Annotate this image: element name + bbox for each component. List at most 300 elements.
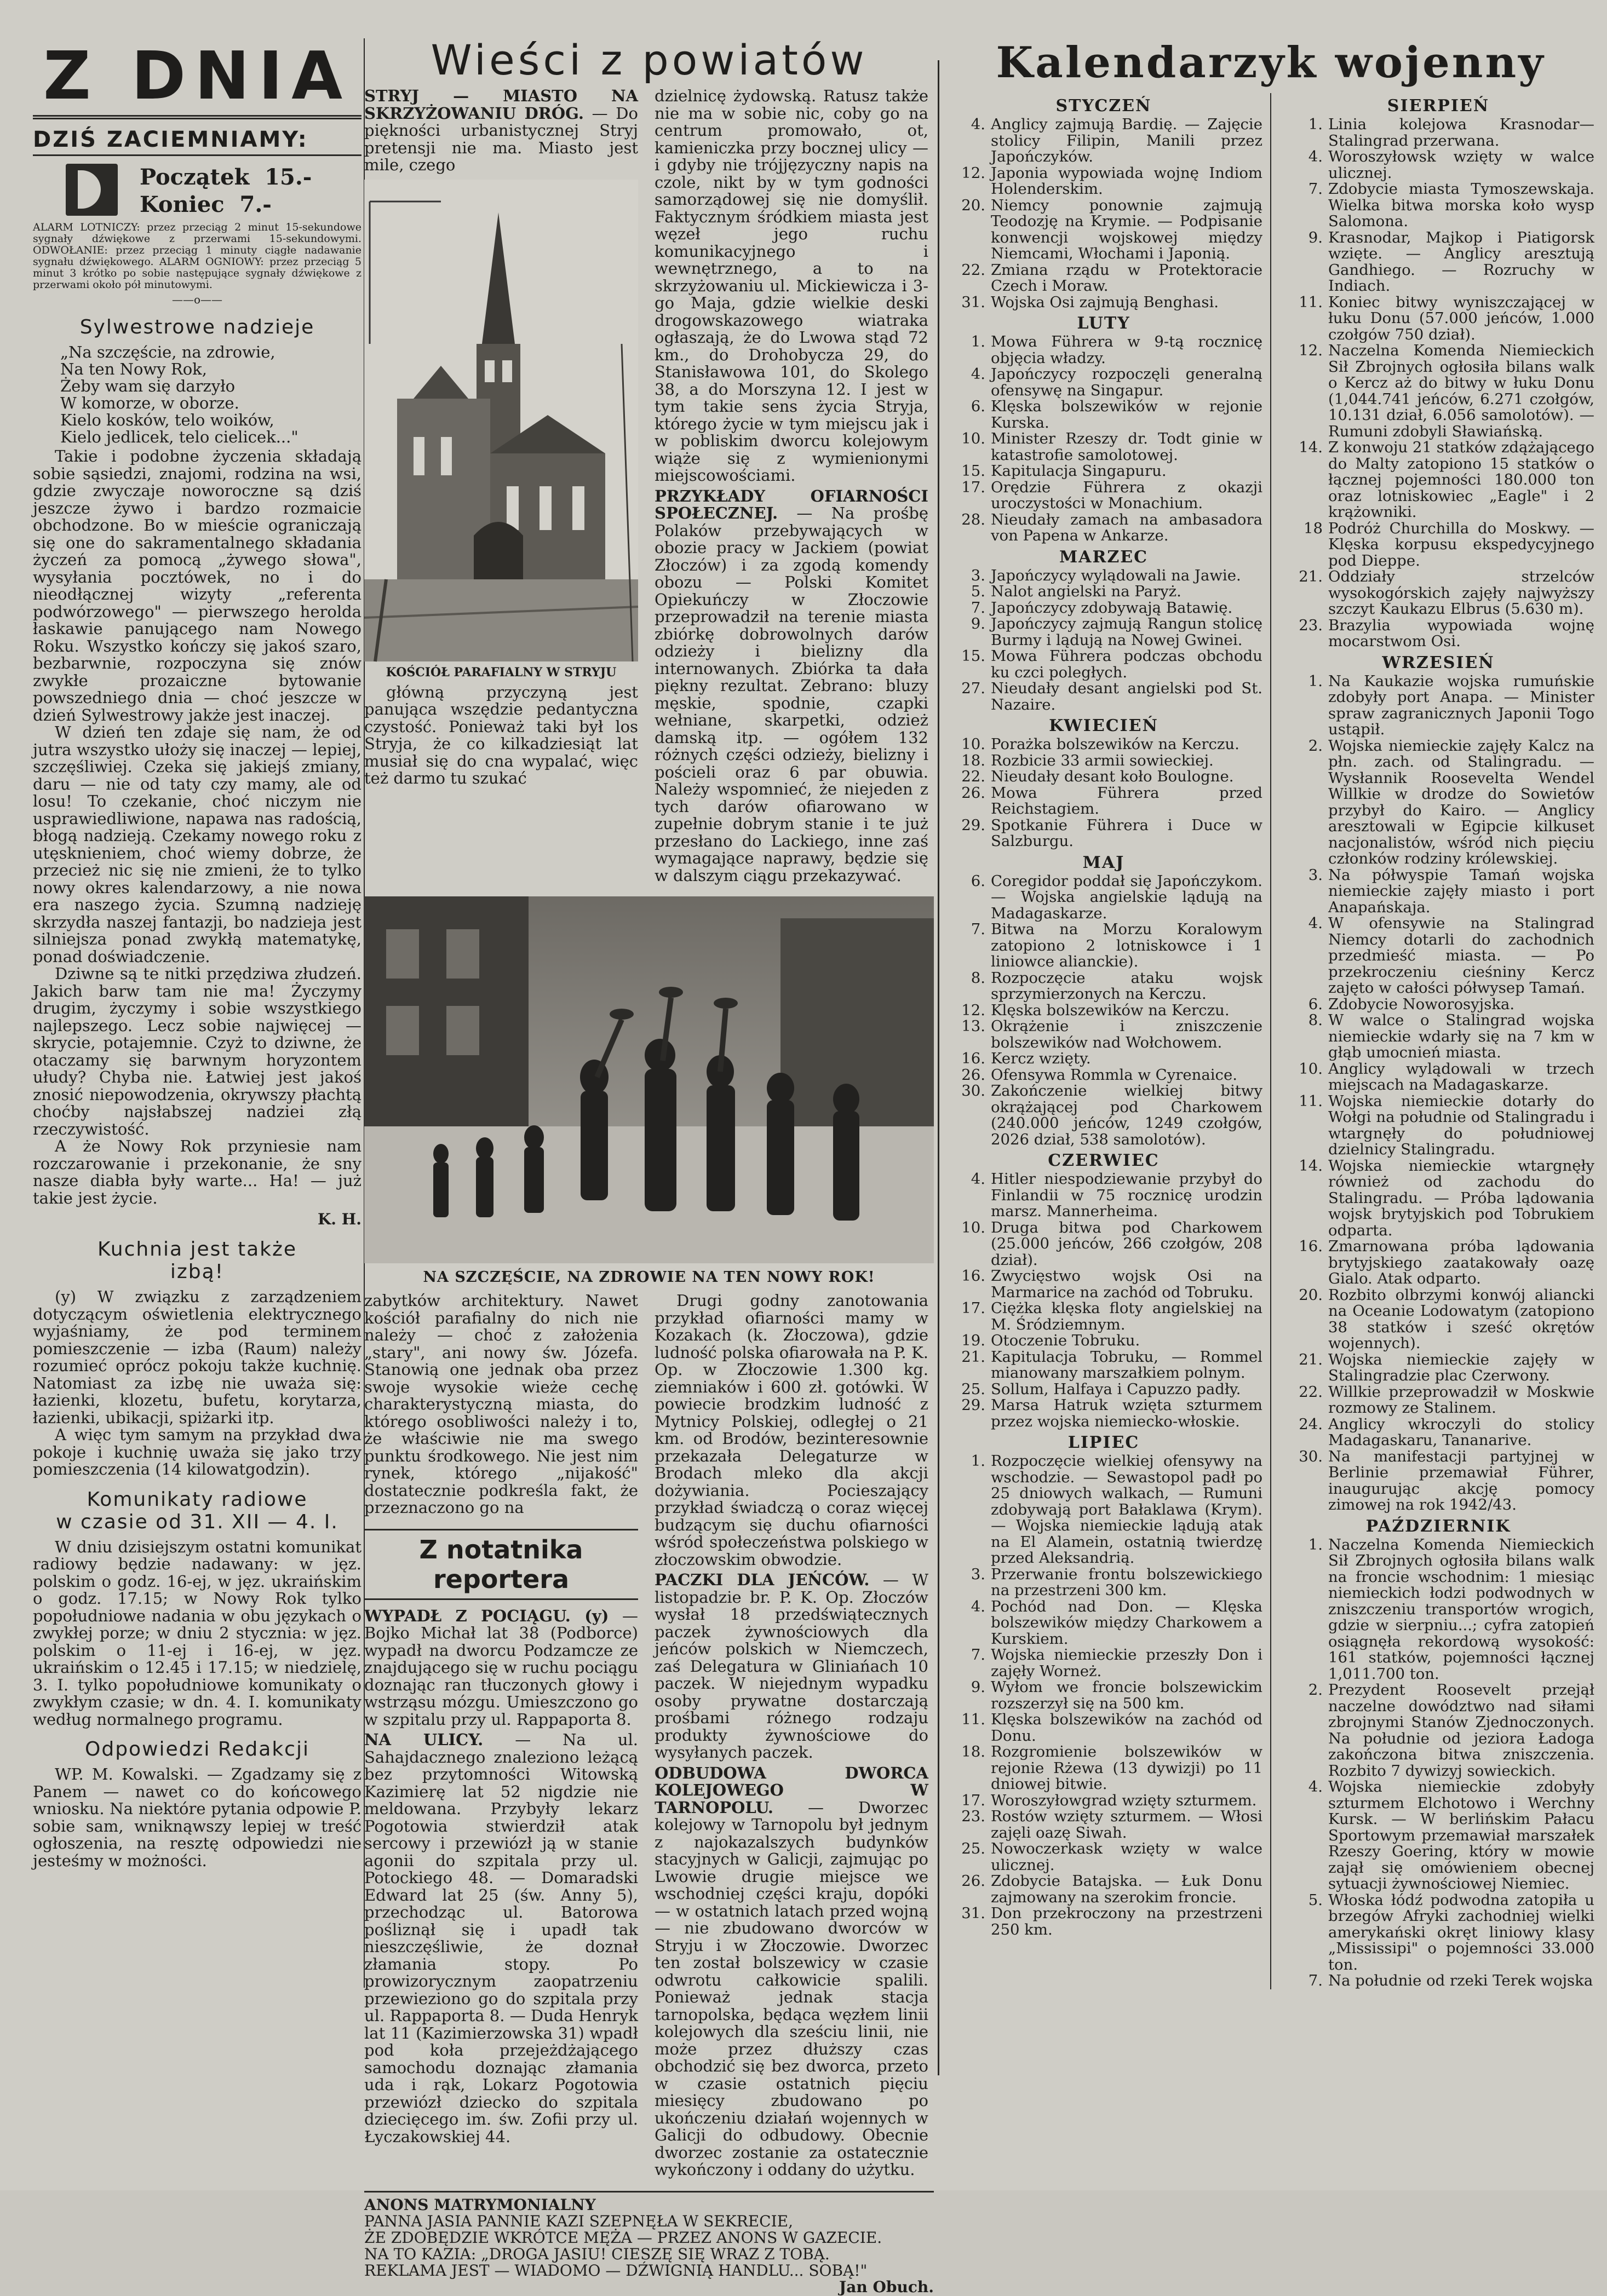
calendar-entry-day: 20.	[961, 196, 985, 214]
calendar-entry-day: 26.	[961, 1066, 985, 1084]
calendar-entry-day: 21.	[1299, 568, 1323, 585]
calendar-entry-day: 5.	[1308, 1891, 1323, 1909]
calendar-entry-text: Wojska niemieckie zajęły w Stalingradzie plac Czerwony.	[1328, 1350, 1594, 1384]
calendar-entry-day: 22.	[1299, 1383, 1323, 1401]
photo-caption: NA SZCZĘŚCIE, NA ZDROWIE NA TEN NOWY ROK!	[423, 1269, 875, 1286]
calendar-entry-day: 8.	[971, 969, 985, 987]
calendar-entry	[1282, 1239, 1594, 1287]
calendar-entry-day: 19.	[961, 1332, 985, 1349]
calendar-entry-day: 6.	[971, 398, 985, 415]
calendar-entry	[1282, 343, 1594, 440]
calendar-entry	[945, 1018, 1262, 1051]
calendar-entry-day: 7.	[971, 920, 985, 938]
calendar-entry-text: Brazylia wypowiada wojnę mocarstwom Osi.	[1328, 616, 1594, 650]
calendar-entry-text: Coregidor poddał się Japończykom. — Wojska angielskie lądują na Madagaskarze.	[991, 872, 1262, 922]
calendar-entry	[945, 1397, 1262, 1430]
calendar-entry-day: 20.	[1299, 1286, 1323, 1304]
calendar-entry-text: Zakończenie wielkiej bitwy okrążającej pod Charkowem (240.000 jeńców, 1249 czołgów, 2026 dział, 538 samolotów).	[991, 1082, 1262, 1148]
calendar-entry-text: Na Kaukazie wojska rumuńskie zdobyły port Anapa. — Minister spraw zagranicznych Japonii Togo ustąpił.	[1328, 672, 1594, 738]
wiesci-title: Wieści z powiatów	[431, 36, 868, 84]
calendar-entry-text: Otoczenie Tobruku.	[991, 1332, 1140, 1349]
calendar-entry-day: 7.	[971, 599, 985, 617]
calendar-entry-day: 12.	[961, 1001, 985, 1019]
calendar-entry	[1282, 569, 1594, 618]
calendar-entry-text: Z konwoju 21 statków zdążającego do Malty zatopiono 15 statków o łącznej pojemności 180.000 ton oraz lotniskowiec „Eagle" i 2 krążowniki.	[1328, 439, 1594, 521]
calendar-month-heading: MARZEC	[1059, 547, 1149, 567]
calendar-entry-text: Woroszyłowgrad wzięty szturmem.	[991, 1791, 1257, 1809]
dworzec-body: — Dworzec kolejowy w Tarnopolu był jednym z najokazalszych budynków stacyjnych w Galicji, zajmując po Lwowie drugie miejsce we wschodniej części kraju, dopóki — w ostatnich latach przed wojną — nie zbudowano dworców w Stryju i w Złoczowie. Dworzec ten został bolszewicy w czasie odwrotu całkowicie spalili. Ponieważ jednak stacja tarnopolska, będąca węzłem linii kolejowych dla sześciu linii, nie może przez dłuższy czas obchodzić się bez dworca, przeto w czasie ostatnich pięciu miesięcy zbudowano po ukończeniu działań wojennych w Galicji do odbudowy. Obecnie dworzec zostanie za ostatecznie wykończony i oddany do użytku.	[655, 1798, 929, 2179]
crowd-photo	[364, 896, 934, 1263]
paragraph: A więc tym samym na przykład dwa pokoje i kuchnię uważa się jako trzy pomieszczenia (14 kilowatgodzin).	[33, 1425, 361, 1478]
calendar-entry	[945, 873, 1262, 922]
lower-left-column	[364, 1292, 638, 2182]
calendar-entry-day: 25.	[961, 1840, 985, 1857]
odpowiedzi-title: Odpowiedzi Redakcji	[85, 1738, 309, 1760]
calendar-entry-day: 26.	[961, 784, 985, 802]
start-label: Początek	[140, 164, 250, 190]
calendar-entry	[1282, 521, 1594, 569]
calendar-entry-text: Japończycy zdobywają Batawię.	[991, 599, 1233, 617]
calendar-entry-day: 1.	[971, 333, 985, 350]
calendar-entry	[1282, 674, 1594, 738]
calendar-entry-text: Wojska niemieckie dotarły do Wołgi na południe od Stalingradu i wtargnęły do południowej dzielnicy Stalingradu.	[1328, 1092, 1594, 1158]
anons-line: REKLAMA JEST — WIADOMO — DŹWIGNIĄ HANDLU... SOBĄ!"	[364, 2261, 868, 2280]
calendar-entry-day: 17.	[961, 1791, 985, 1809]
calendar-month-heading: LUTY	[1077, 314, 1130, 333]
calendar-entry	[945, 648, 1262, 681]
calendar-entry	[945, 262, 1262, 295]
calendar-entry-day: 9.	[1308, 228, 1323, 246]
calendar-entry	[945, 1906, 1262, 1938]
calendar-entry-day: 23.	[961, 1808, 985, 1825]
stryj-column-2	[655, 88, 928, 888]
calendar-entry-day: 2.	[1308, 736, 1323, 755]
calendar-entry-day: 22.	[961, 768, 985, 785]
ulicy-body: — Na ul. Sahajdacznego znaleziono leżącą bez przytomności Witowską Kazimierę lat 52 nigdzie nie meldowana. Przybyły lekarz Pogotowia stwierdził atak sercowy i przewiózł ją w stanie agonii do szpitala przy ul. Potockiego 48. — Domaradski Edward lat 25 (św. Anny 5), przechodząc ul. Batorowa pośliznął się i upadł tak nieszczęśliwie, że doznał złamania stopy. Po prowizorycznym zaopatrzeniu przewieziono go do szpitala przy ul. Rappaporta 8. — Duda Henryk lat 11 (Kazimierzowska 31) wpadł pod koła przejeżdżającego samochodu doznając złamania uda i rąk, Lokarz Pogotowia przewiózł dziecko do szpitala dziecięcego im. św. Zofii przy ul. Łyczakowskiej 44.	[364, 1730, 638, 2146]
calendar-entry-day: 7.	[971, 1646, 985, 1664]
calendar-entry	[945, 1841, 1262, 1873]
column-rule	[938, 60, 939, 2075]
calendar-entry-day: 11.	[1299, 1092, 1323, 1110]
calendar-entry	[945, 1301, 1262, 1333]
calendar-entry	[1282, 618, 1594, 650]
calendar-entry-text: Podróż Churchilla do Moskwy. — Klęska korpusu ekspedycyjnego pod Dieppe.	[1328, 519, 1594, 569]
calendar-entry-text: Zdobycie Batajska. — Łuk Donu zajmowany na szerokim froncie.	[991, 1872, 1262, 1906]
calendar-entry-text: W walce o Stalingrad wojska niemieckie wdarły się na 7 km w głąb umocnień miasta.	[1328, 1011, 1594, 1061]
lower-right-column	[655, 1292, 928, 2182]
calendar-entry	[945, 1453, 1262, 1567]
calendar-entry	[945, 1647, 1262, 1679]
anons-line: ŻE ZDOBĘDZIE WKRÓTCE MĘŻA — PRZEZ ANONS W GAZECIE.	[364, 2228, 882, 2247]
calendar-entry-text: Krasnodar, Majkop i Piatigorsk wzięte. — Anglicy aresztują Gandhiego. — Rozruchy w Indiach.	[1328, 228, 1594, 295]
calendar-month-heading: WRZESIEŃ	[1382, 653, 1495, 672]
calendar-entry	[1282, 1779, 1594, 1892]
calendar-entry-text: Klęska bolszewików na Kerczu.	[991, 1001, 1230, 1019]
calendar-entry-day: 14.	[1299, 439, 1323, 456]
calendar-entry-text: Nalot angielski na Paryż.	[991, 583, 1181, 600]
calendar-entry-day: 28.	[961, 510, 985, 528]
calendar-entry-text: Rozbicie 33 armii sowieckiej.	[991, 751, 1214, 769]
calendar-month-heading: STYCZEŃ	[1055, 96, 1152, 116]
church-drawing	[364, 180, 638, 661]
calendar-entry-day: 3.	[1308, 866, 1323, 884]
calendar-month-heading: PAŹDZIERNIK	[1365, 1516, 1511, 1536]
calendar-entry-day: 7.	[1308, 1972, 1323, 1989]
calendar-section	[945, 33, 1597, 2163]
calendar-entry-day: 31.	[961, 293, 985, 311]
calendar-entry-day: 8.	[1308, 1011, 1323, 1029]
calendar-entry-day: 13.	[961, 1017, 985, 1035]
calendar-entry-day: 24.	[1299, 1415, 1323, 1433]
calendar-entry-day: 11.	[1299, 293, 1323, 311]
odpowiedzi-body	[33, 1766, 361, 1869]
calendar-entry	[945, 1349, 1262, 1382]
calendar-entry-text: Rozpoczęcie wielkiej ofensywy na wschodzie. — Sewastopol padł po 25 dniowych walkach, — Rumuni zdobywają port Bałaklawa (Krym). — Wojska niemieckie lądują atak na El Alamein, ostatnią twierdzę przed Aleksandrią.	[991, 1452, 1262, 1567]
calendar-entry-text: Zdobycie miasta Tymoszewskaja. Wielka bitwa morska koło wysp Salomona.	[1328, 180, 1594, 230]
alarm-text: ALARM LOTNICZY: przez przeciąg 2 minut 15-sekundowe sygnały dźwiękowe z przerwami 15-sekundowymi. ODWOŁANIE: przez przeciąg 1 minuty ciągłe nadawanie sygnału dźwiękowego. ALARM OGNIOWY: przez przeciąg 5 minut 3 krótko po sobie następujące sygnały dźwiękowe z przerwami około pół minutowymi.	[33, 221, 361, 291]
calendar-entry	[1282, 1012, 1594, 1061]
calendar-entry-day: 9.	[971, 1678, 985, 1696]
calendar-entry-text: Okrążenie i zniszczenie bolszewików nad Wołchowem.	[991, 1017, 1262, 1051]
calendar-entry-text: Nieudały desant koło Boulogne.	[991, 768, 1234, 785]
calendar-entry	[945, 1679, 1262, 1712]
verse-line: Kielo jedlicek, telo cielicek..."	[60, 428, 299, 446]
calendar-entry-day: 15.	[961, 462, 985, 480]
calendar-entry-text: Przerwanie frontu bolszewickiego na przestrzeni 300 km.	[991, 1565, 1262, 1599]
calendar-entry-text: Kapitulacja Singapuru.	[991, 462, 1167, 480]
calendar-entry-day: 16.	[961, 1267, 985, 1285]
calendar-entry-text: Japonia wypowiada wojnę Indiom Holenderskim.	[991, 164, 1262, 198]
paragraph: (y) W związku z zarządzeniem dotyczącym oświetlenia elektrycznego wyjaśniamy, że pod terminem pomieszczenie — izba (Raum) należy rozumieć oprócz pokoju także kuchnię. Natomiast za izbę nie uważa się: łazienki, klozetu, bufetu, korytarza, łazienki, ubikacji, spiżarki itp.	[33, 1287, 361, 1427]
calendar-entry	[945, 1268, 1262, 1301]
sylwester-verse	[33, 344, 361, 446]
calendar-entry-day: 4.	[1308, 914, 1323, 932]
verse-line: W komorze, w oborze.	[60, 394, 239, 412]
calendar-entry	[1282, 1892, 1594, 1973]
calendar-entry-day: 9.	[971, 615, 985, 632]
calendar-entry-day: 4.	[1308, 148, 1323, 165]
calendar-entry-day: 5.	[971, 583, 985, 600]
calendar-entry	[945, 1793, 1262, 1809]
calendar-right-column	[1282, 93, 1594, 1989]
calendar-entry-day: 22.	[961, 261, 985, 279]
ofiar-body: — Na prośbę Polaków przebywających w obozie pracy w Jackiem (powiat Złoczów) i za zgodą komendy obozu — Polski Komitet Opiekuńczy w Złoczowie przeprowadził na terenie miasta zbiórkę dobrowolnych darów odzieży i bielizny dla internowanych. Zbiórka ta dała piękny rezultat. Zebrano: bluzy męskie, spodnie, czapki wełniane, skarpetki, odzież damską itp. — ogółem 132 różnych części odzieży, bielizny i pościeli oraz 6 par obuwia. Należy wspomnieć, że niejeden z tych darów ofiarowano w zupełnie dobrym stanie i te już przesłano do Lackiego, inne zaś wymagające naprawy, będzie się w dalszym ciągu przekazywać.	[655, 504, 928, 885]
calendar-entry-text: Mowa Führera podczas obchodu ku czci poległych.	[991, 647, 1262, 681]
anons-line: NA TO KAZIA: „DROGA JASIU! CIESZĘ SIĘ WRAZ Z TOBĄ.	[364, 2245, 830, 2263]
calendar-entry-text: Naczelna Komenda Niemieckich Sił Zbrojnych ogłosiła bilans walk o Kercz aż do bitwy w łuku Donu (1,044.741 jeńców, 6.271 czołgów, 10.131 dział, 6.056 samolotów). — Rumuni zdobyli Sławiańską.	[1328, 342, 1594, 440]
calendar-entry-text: Hitler niespodziewanie przybył do Finlandii w 75 rocznicę urodzin marsz. Mannerheima.	[991, 1170, 1262, 1220]
calendar-entry-text: Woroszyłowsk wzięty w walce ulicznej.	[1328, 148, 1594, 182]
calendar-entry-text: Marsa Hatruk wzięta szturmem przez wojska niemiecko-włoskie.	[991, 1396, 1262, 1430]
calendar-entry-text: Druga bitwa pod Charkowem (25.000 jeńców, 266 czołgów, 208 dział).	[991, 1218, 1262, 1269]
calendar-entry-day: 11.	[961, 1711, 985, 1728]
new-year-photo	[364, 896, 934, 1263]
stryj-body-c: dzielnicę żydowską. Ratusz także nie ma w sobie nic, coby go na centrum promowało, ot, kamieniczka przy bocznej ulicy — i gdyby nie trójjęzyczny napis na czole, nikt by w tym godności samorządowej się nie domyślił. Faktycznym śródkiem miasta jest węzeł jego ruchu komunikacyjnego i wewnętrznego, a to na skrzyżowaniu ul. Mickiewicza i 3-go Maja, gdzie wielkie deski drogowskazowego wiatraka ogłaszają, że do Lwowa stąd 72 km., do Drohobycza 29, do Stanisławowa 101, do Skolego 38, a do Morszyna 12. I jest w tym takie sens życia Stryja, którego życie w tym miejscu jak i w pobliskim dworcu kolejowym wiąże się z wymienionymi miejscowościami.	[655, 87, 928, 485]
kuchnia-title-2: izbą!	[170, 1261, 225, 1283]
calendar-entry	[945, 480, 1262, 512]
anons-signature: Jan Obuch.	[839, 2277, 934, 2296]
calendar-entry	[945, 399, 1262, 431]
calendar-entry-text: Rozbito olbrzymi konwój aliancki na Oceanie Lodowatym (zatopiono 38 statków i sześć okrętów wojennych).	[1328, 1286, 1594, 1352]
calendar-entry-day: 2.	[1308, 1681, 1323, 1699]
calendar-entry-day: 1.	[1308, 672, 1323, 690]
calendar-entry-day: 21.	[961, 1348, 985, 1366]
calendar-entry	[945, 1051, 1262, 1067]
calendar-entry-day: 6.	[1308, 995, 1323, 1013]
radio-body	[33, 1539, 361, 1729]
calendar-entry-day: 4.	[1308, 1778, 1323, 1796]
sylwester-signature: K. H.	[317, 1210, 361, 1228]
calendar-entry-text: Rozgromienie bolszewików w rejonie Rżewa (13 dywizji) po 11 dniowej bitwie.	[991, 1743, 1262, 1793]
verse-line: Kielo kosków, telo woików,	[60, 411, 274, 429]
calendar-entry-day: 16.	[1299, 1238, 1323, 1255]
calendar-entry	[945, 736, 1262, 753]
calendar-left-column	[945, 93, 1271, 1989]
anons-line: PANNA JASIA PANNIE KAZI SZEPNĘŁA W SEKRECIE,	[364, 2212, 794, 2230]
calendar-title: Kalendarzyk wojenny	[996, 38, 1546, 88]
calendar-entry	[945, 785, 1262, 818]
calendar-entry-text: Ofensywa Rommla w Cyrenaice.	[991, 1066, 1237, 1084]
ofiar-lead: PRZYKŁADY OFIARNOŚCI SPOŁECZNEJ.	[655, 486, 928, 522]
calendar-entry-text: Orędzie Führera z okazji uroczystości w Monachium.	[991, 478, 1262, 512]
calendar-entry-day: 18.	[961, 751, 985, 769]
calendar-entry	[945, 1083, 1262, 1148]
calendar-entry-text: Klęska bolszewików w rejonie Kurska.	[991, 398, 1262, 431]
calendar-entry	[1282, 1094, 1594, 1158]
calendar-entry	[945, 1567, 1262, 1599]
sylwester-title: Sylwestrowe nadzieje	[79, 316, 315, 338]
calendar-entry	[945, 616, 1262, 648]
calendar-entry-text: Wojska niemieckie przeszły Don i zajęły Worneż.	[991, 1646, 1262, 1680]
kuchnia-body	[33, 1288, 361, 1478]
calendar-entry-text: Prezydent Roosevelt przejął naczelne dowództwo nad siłami zbrojnymi Stanów Zjednoczonych. Na południe od jeziora Ładoga zakończona bitwa zniszczenia. Rozbito 7 dywizyj sowieckich.	[1328, 1681, 1594, 1780]
calendar-entry-day: 12.	[1299, 342, 1323, 359]
calendar-entry-text: Don przekroczony na przestrzeni 250 km.	[991, 1904, 1262, 1938]
calendar-entry	[1282, 916, 1594, 997]
calendar-entry	[945, 1067, 1262, 1084]
wypadl-body: — Bojko Michał lat 38 (Podborce) wypadł na dworcu Podzamcze ze znajdującego się w ruchu pociągu doznając ran tłuczonych głowy i wstrząsu mózgu. Umieszczono go w szpitalu przy ul. Rappaporta 8.	[364, 1606, 638, 1729]
calendar-entry	[945, 366, 1262, 399]
calendar-entry	[1282, 997, 1594, 1013]
calendar-entry-text: W ofensywie na Stalingrad Niemcy dotarli do zachodnich przedmieść miasta. — Po przekroczeniu cieśniny Kercz zajęto w całości półwysep Tamań.	[1328, 914, 1594, 997]
calendar-entry-day: 15.	[961, 647, 985, 665]
calendar-entry	[945, 600, 1262, 617]
calendar-entry	[945, 117, 1262, 165]
divider: ——o——	[171, 293, 223, 306]
paragraph: WP. M. Kowalski. — Zgadzamy się z Panem — nawet co do końcowego wniosku. Na niektóre pytania odpowie P. sobie sam, wniknąwszy lepiej w treść ogłoszenia, na resztę odpowiedzi nie jesteśmy w możności.	[33, 1765, 361, 1870]
paragraph: A że Nowy Rok przyniesie nam rozczarowanie i przekonanie, że sny nasze diabła były warte... Ha! — już takie jest życie.	[33, 1137, 361, 1207]
verse-line: Żeby wam się darzyło	[60, 377, 236, 395]
calendar-month-heading: SIERPIEŃ	[1387, 96, 1490, 116]
calendar-entry-text: Minister Rzeszy dr. Todt ginie w katastrofie samolotowej.	[991, 430, 1262, 464]
anons-title: ANONS MATRYMONIALNY	[364, 2195, 596, 2214]
calendar-entry	[945, 1333, 1262, 1349]
calendar-month-heading: MAJ	[1082, 853, 1125, 872]
calendar-entry-text: Oddziały strzelców wysokogórskich zajęły najwyższy szczyt Kaukazu Elbrus (5.630 m).	[1328, 568, 1594, 618]
calendar-entry-text: Naczelna Komenda Niemieckich Sił Zbrojnych ogłosiła bilans walk na froncie wschodnim: 1 miesiąc niemieckich łodzi podwodnych w zniszczeniu transportów wrogich, gdzie w sierpniu...; cyfra zatopień osiągnęła rekordową wysokość: 161 statków, pojemności łącznej 1,011.700 ton.	[1328, 1535, 1594, 1683]
dworzec-lead: ODBUDOWA DWORCA KOLEJOWEGO W TARNOPOLU.	[655, 1763, 928, 1817]
calendar-entry	[1282, 1682, 1594, 1779]
calendar-entry-text: Mowa Führera w 9-tą rocznicę objęcia władzy.	[991, 333, 1262, 367]
calendar-entry	[945, 1171, 1262, 1220]
calendar-entry	[1282, 738, 1594, 867]
calendar-entry-day: 27.	[961, 680, 985, 697]
calendar-entry-day: 10.	[961, 430, 985, 447]
calendar-entry-day: 10.	[1299, 1060, 1323, 1078]
church-caption: KOŚCIÓŁ PARAFIALNY W STRYJU	[386, 665, 617, 680]
calendar-entry-day: 1.	[971, 1452, 985, 1470]
calendar-entry-day: 23.	[1299, 616, 1323, 634]
calendar-entry-text: Anglicy wkroczyli do stolicy Madagaskaru, Tananarive.	[1328, 1415, 1594, 1449]
calendar-entry	[1282, 440, 1594, 521]
calendar-month-heading: CZERWIEC	[1048, 1151, 1160, 1170]
calendar-entry-day: 31.	[961, 1904, 985, 1922]
sylwester-body	[33, 448, 361, 1207]
calendar-entry	[945, 512, 1262, 544]
calendar-entry	[945, 568, 1262, 584]
calendar-entry-day: 4.	[971, 1597, 985, 1615]
calendar-entry-text: Anglicy zajmują Bardię. — Zajęcie stolicy Filipin, Manili przez Japończyków.	[991, 116, 1262, 165]
kozaki-body: Drugi godny zanotowania przykład ofiarności mamy w Kozakach (k. Złoczowa), gdzie ludność polska ofiarowała na P. K. Op. w Złoczowie 1.300 kg. ziemniaków i 600 zł. gotówki. W powiecie brodzkim ludność z Mytnicy Polskiej, odległej o 21 km. od Brodów, bezinteresownie przekazała Delegaturze w Brodach mleko dla akcji dożywiania. Pocieszający przykład świadczą o coraz więcej budzącym się duchu ofiarności wśród społeczeństwa polskiego w złoczowskim obwodzie.	[655, 1291, 928, 1569]
calendar-entry	[945, 1712, 1262, 1744]
masthead-title: Z DNIA	[33, 38, 361, 119]
calendar-entry-day: 3.	[971, 566, 985, 584]
darkness-label: DZIŚ ZACIEMNIAMY:	[33, 127, 361, 156]
paczki-lead: PACZKI DLA JEŃCÓW.	[655, 1570, 870, 1589]
calendar-entry-day: 14.	[1299, 1156, 1323, 1175]
kuchnia-title-1: Kuchnia jest także	[97, 1238, 297, 1261]
ulicy-lead: NA ULICY.	[364, 1730, 484, 1749]
calendar-entry-day: 30.	[1299, 1447, 1323, 1465]
calendar-entry-text: Willkie przeprowadził w Moskwie rozmowy ze Stalinem.	[1328, 1383, 1594, 1417]
calendar-entry	[1282, 295, 1594, 343]
calendar-entry	[945, 165, 1262, 198]
calendar-entry	[1282, 1384, 1594, 1417]
calendar-entry-text: Kercz wzięty.	[991, 1050, 1091, 1067]
calendar-entry-text: Japończycy wylądowali na Jawie.	[991, 566, 1241, 584]
calendar-entry	[945, 1744, 1262, 1793]
calendar-entry-text: Włoska łódź podwodna zatopiła u brzegów Afryki zachodniej wielki amerykański okręt liniowy klasy „Mississipi" o pojemności 33.000 ton.	[1328, 1891, 1594, 1973]
calendar-entry-text: Wyłom we froncie bolszewickim rozszerzył się na 500 km.	[991, 1678, 1262, 1712]
stryj-body-a: — Do piękności urbanistycznej Stryj pretensji nie ma. Miasto jest mile, czego	[364, 103, 638, 174]
calendar-entry	[1282, 867, 1594, 916]
stryj-column	[364, 88, 638, 888]
calendar-entry-day: 29.	[961, 816, 985, 834]
calendar-entry	[945, 922, 1262, 970]
calendar-entry-text: Spotkanie Führera i Duce w Salzburgu.	[991, 816, 1262, 850]
calendar-entry	[945, 1809, 1262, 1841]
calendar-entry-text: Porażka bolszewików na Kerczu.	[991, 735, 1239, 753]
calendar-entry-text: Mowa Führera przed Reichstagiem.	[991, 784, 1262, 818]
calendar-entry-text: Japończycy zajmują Rangun stolicę Burmy i lądują na Nowej Gwinei.	[991, 615, 1262, 649]
calendar-entry	[945, 970, 1262, 1003]
middle-section	[337, 33, 934, 2296]
calendar-entry-text: Zwycięstwo wojsk Osi na Marmarice na zachód od Tobruku.	[991, 1267, 1262, 1301]
calendar-entry-text: Na południe od rzeki Terek wojska	[1328, 1972, 1593, 1989]
end-value: 7.-	[239, 192, 272, 217]
calendar-entry-text: Wojska niemieckie zajęły Kalcz na płn. zach. od Stalingradu. — Wysłannik Roosevelta Wendel Willkie w drodze do Sowietów przybył do Kairo. — Anglicy aresztowali w Egipcie kilkuset nacjonalistów, wśród nich pięciu członków rodziny królewskiej.	[1328, 736, 1594, 867]
calendar-entry	[1282, 117, 1594, 149]
calendar-entry-text: Sollum, Halfaya i Capuzzo padły.	[991, 1380, 1241, 1398]
calendar-entry-text: Nieudały zamach na ambasadora von Papena w Ankarze.	[991, 510, 1262, 544]
calendar-entry-text: Wojska niemieckie wtargnęły również od zachodu do Stalingradu. — Próba lądowania wojsk brytyjskich pod Tobrukiem odparta.	[1328, 1156, 1594, 1239]
calendar-entry-day: 18.	[961, 1743, 985, 1760]
calendar-entry-text: Rozpoczęcie ataku wojsk sprzymierzonych na Kerczu.	[991, 969, 1262, 1003]
calendar-entry-text: Bitwa na Morzu Koralowym zatopiono 2 lotniskowce i 1 liniowce alianckie).	[991, 920, 1262, 970]
paczki-body: — W listopadzie br. P. K. Op. Złoczów wysłał 18 przedświątecznych paczek żywnościowych dla jeńców polskich w Niemczech, zaś Delegatura w Gliniańach 10 paczek. W niejednym wypadku osoby prywatne dostarczają prośbami różnego rodzaju produkty żywnościowe do wysyłanych paczek.	[655, 1570, 929, 1762]
church-illustration	[364, 180, 638, 661]
calendar-entry-day: 4.	[971, 365, 985, 383]
calendar-entry-text: Zmarnowana próba lądowania brytyjskiego zaatakowały oazę Gialo. Atak odparto.	[1328, 1238, 1594, 1287]
notatnik-title: Z notatnika reportera	[364, 1529, 638, 1600]
paragraph: W dniu dzisiejszym ostatni komunikat radiowy będzie nadawany: w jęz. polskim o godz. 16-ej, w jęz. ukraińskim o godz. 17.15; w Nowy Rok tylko popołudniowe nadania w obu językach o zwykłej porze; w dniu 2 stycznia: w jęz. polskim o 11-ej i 16-ej, w jęz. ukraińskim o 12.45 i 17.15; w niedzielę, 3. I. tylko popołudniowe komunikaty o zwykłym czasie; w dn. 4. I. komunikaty według normalnego programu.	[33, 1537, 361, 1729]
calendar-entry	[945, 769, 1262, 785]
calendar-entry	[945, 753, 1262, 769]
calendar-entry-day: 4.	[971, 116, 985, 133]
verse-line: „Na szczęście, na zdrowie,	[60, 343, 276, 361]
calendar-entry	[945, 584, 1262, 600]
calendar-entry	[1282, 181, 1594, 230]
calendar-entry	[1282, 1158, 1594, 1239]
paragraph: Dziwne są te nitki przędziwa złudzeń. Jakich barw tam nie ma! Życzymy drugim, życzymy i sobie wszystkiego najlepszego. Lecz sobie najwięcej — skrycie, potajemnie. Czyż to dziwne, że otaczamy się barwnym horyzontem ułudy? Chyba nie. Łatwiej jest jakoś znosić niepowodzenia, okrywszy płachtą choćby najsłabszej nadziei złą rzeczywistość.	[33, 964, 361, 1138]
calendar-entry	[945, 818, 1262, 850]
calendar-month-heading: KWIECIEŃ	[1049, 716, 1158, 735]
calendar-entry	[1282, 1352, 1594, 1384]
calendar-entry	[1282, 1973, 1594, 1989]
anons-box	[364, 2191, 934, 2295]
calendar-entry-text: Wojska niemieckie zdobyły szturmem Elchotowo i Werchny Kursk. — W berlińskim Pałacu Sportowym przemawiał marszałek Rzeszy Goering, który w mowie zajął się omówieniem obecnej sytuacji żywnościowej Niemiec.	[1328, 1778, 1594, 1892]
calendar-entry-text: Nowoczerkask wzięty w walce ulicznej.	[991, 1840, 1262, 1874]
calendar-entry-day: 21.	[1299, 1350, 1323, 1368]
calendar-entry-day: 17.	[961, 478, 985, 496]
calendar-entry	[1282, 1417, 1594, 1449]
calendar-entry	[1282, 1061, 1594, 1094]
calendar-entry-text: Na półwyspie Tamań wojska niemieckie zajęły miasto i port Anapańskaja.	[1328, 866, 1594, 916]
calendar-entry-text: Nieudały desant angielski pod St. Nazaire.	[991, 680, 1262, 713]
calendar-entry-text: Zmiana rządu w Protektoracie Czech i Moraw.	[991, 261, 1262, 295]
left-column	[33, 38, 361, 1988]
calendar-entry-day: 26.	[961, 1872, 985, 1890]
calendar-entry	[945, 1873, 1262, 1906]
calendar-entry-text: Japończycy rozpoczęli generalną ofensywę na Singapur.	[991, 365, 1262, 399]
end-label: Koniec	[140, 192, 225, 217]
radio-title-2: w czasie od 31. XII — 4. I.	[56, 1510, 338, 1533]
calendar-entry-day: 4.	[971, 1170, 985, 1188]
wypadl-lead: WYPADŁ Z POCIĄGU. (y)	[364, 1606, 609, 1625]
calendar-entry	[1282, 149, 1594, 181]
calendar-entry-day: 7.	[1308, 180, 1323, 198]
calendar-entry-text: Na manifestacji partyjnej w Berlinie przemawiał Führer, inaugurując akcję pomocy zimowej na rok 1942/43.	[1328, 1447, 1594, 1514]
calendar-entry	[1282, 1287, 1594, 1352]
calendar-entry-day: 30.	[961, 1082, 985, 1100]
calendar-entry-day: 10.	[961, 735, 985, 753]
calendar-entry	[1282, 1449, 1594, 1514]
stryj-end: zabytków architektury. Nawet kościół parafialny do nich nie należy — choć z założenia „stary", ani nowy św. Józefa. Stanowią one jednak oba przez swoje wysokie wieże cechę charakterystyczną miasta, do którego osobliwości należy i to, że właściwie nie ma swego punktu środkowego. Nie jest nim rynek, którego „nijakość" dostatecznie podkreśla fakt, że przeznaczono go na	[364, 1291, 638, 1517]
calendar-entry-text: Klęska bolszewików na zachód od Donu.	[991, 1711, 1262, 1745]
calendar-entry-text: Koniec bitwy wyniszczającej w łuku Donu (57.000 jeńców, 1.000 czołgów 750 dział).	[1328, 293, 1594, 343]
calendar-entry-text: Pochód nad Don. — Klęska bolszewików między Charkowem a Kurskiem.	[991, 1597, 1262, 1648]
calendar-entry-text: Anglicy wylądowali w trzech miejscach na Madagaskarze.	[1328, 1060, 1594, 1094]
calendar-entry-day: 25.	[961, 1380, 985, 1398]
paragraph: W dzień ten zdaje się nam, że od jutra wszystko ułoży się inaczej — lepiej, szczęśliwiej. Czeka się jakiejś zmiany, daru — nie od taty czy mamy, ale od losu! To czekanie, choć niczym nie usprawiedliwione, napawa nas radością, błogą nadzieją. Czekamy nowego roku z utęsknieniem, choć wiemy dobrze, że przecież nic się nie zmieni, że to tylko nowy okres kalendarzowy, a nie nowa era naszego życia. Szumną nadzieję skrzydła naszej fantazji, bo nadzieja jest silniejsza ponad zwykłą matematykę, ponad doświadczenie.	[33, 723, 361, 966]
calendar-entry	[945, 1599, 1262, 1648]
stryj-lead: STRYJ — MIASTO NA SKRZYŻOWANIU DRÓG.	[364, 87, 638, 123]
verse-line: Na ten Nowy Rok,	[60, 360, 207, 378]
calendar-entry-day: 6.	[971, 872, 985, 890]
stryj-body-b: główną przyczyną jest panująca wszędzie pedantyczna czystość. Ponieważ taki był los Stryja, że co kilkadziesiąt lat musiał się do cna wypalać, więc też darmo tu szukać	[364, 682, 638, 787]
calendar-entry-day: 12.	[961, 164, 985, 182]
darkness-times	[33, 164, 361, 218]
